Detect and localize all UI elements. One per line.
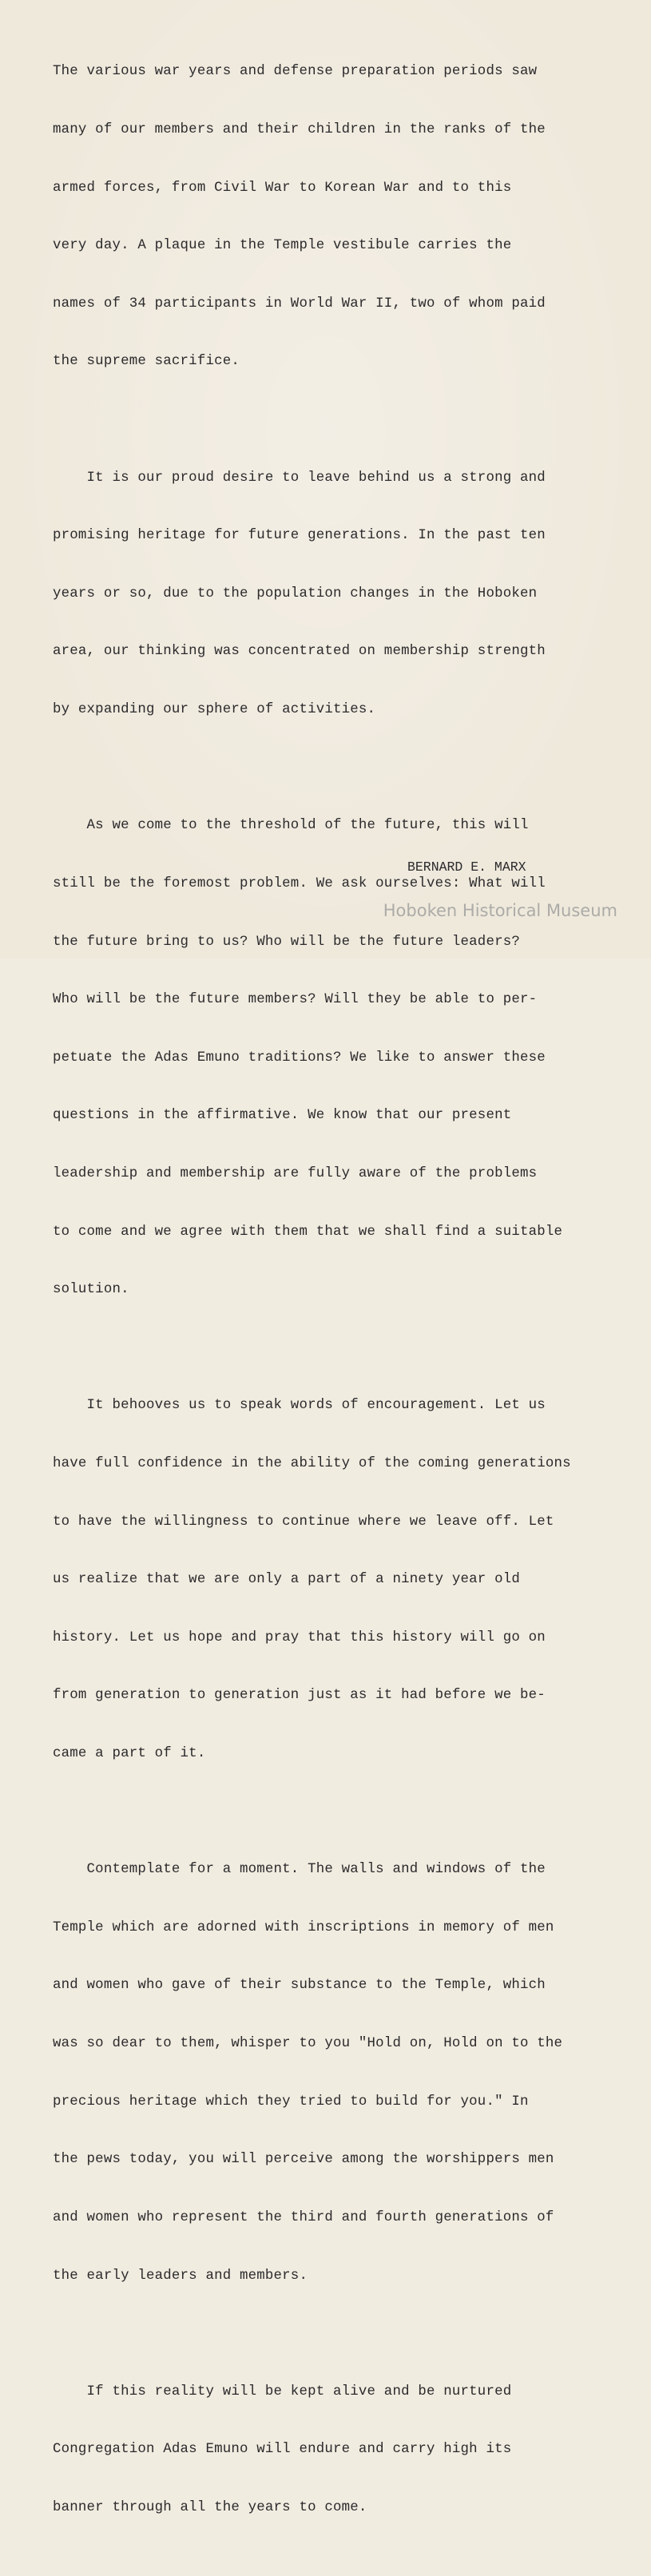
text-line: Congregation Adas Emuno will endure and carry high its bbox=[53, 2442, 512, 2458]
text-line: solution. bbox=[53, 1282, 129, 1298]
text-line: armed forces, from Civil War to Korean War and to this bbox=[53, 180, 512, 196]
signature: BERNARD E. MARX bbox=[407, 859, 526, 875]
text-line: and women who gave of their substance to the Temple, which bbox=[53, 1978, 546, 1994]
text-line: by expanding our sphere of activities. bbox=[53, 702, 376, 718]
text-line: Contemplate for a moment. The walls and windows of the bbox=[53, 1862, 546, 1878]
text-line: history. Let us hope and pray that this history will go on bbox=[53, 1629, 546, 1645]
text-line: petuate the Adas Emuno traditions? We like to answer these bbox=[53, 1050, 546, 1066]
text-line: As we come to the threshold of the future, this will bbox=[53, 818, 529, 834]
text-line: leadership and membership are fully aware of the problems bbox=[53, 1165, 538, 1181]
text-line: If this reality will be kept alive and be nurtured bbox=[53, 2383, 512, 2399]
paragraph-1 bbox=[53, 24, 636, 411]
text-line: to have the willingness to continue where we leave off. Let bbox=[53, 1514, 554, 1530]
paragraph-5 bbox=[53, 1822, 636, 2324]
text-line: was so dear to them, whisper to you "Hold on, Hold on to the bbox=[53, 2036, 563, 2052]
text-line: the pews today, you will perceive among the worshippers men bbox=[53, 2152, 554, 2168]
text-line: still be the foremost problem. We ask ourselves: What will bbox=[53, 875, 546, 891]
text-line: names of 34 participants in World War II, two of whom paid bbox=[53, 296, 546, 312]
body-text bbox=[53, 24, 636, 2576]
text-line: promising heritage for future generations. In the past ten bbox=[53, 528, 546, 544]
text-line: very day. A plaque in the Temple vestibule carries the bbox=[53, 238, 512, 254]
text-line: us realize that we are only a part of a ninety year old bbox=[53, 1572, 520, 1588]
text-line: It behooves us to speak words of encouragement. Let us bbox=[53, 1398, 546, 1414]
text-line: the supreme sacrifice. bbox=[53, 354, 240, 370]
text-line: many of our members and their children in the ranks of the bbox=[53, 122, 546, 138]
text-line: from generation to generation just as it had before we be- bbox=[53, 1688, 546, 1704]
text-line: precious heritage which they tried to build for you." In bbox=[53, 2094, 529, 2110]
text-line: the early leaders and members. bbox=[53, 2268, 308, 2284]
text-line: Who will be the future members? Will they be able to per- bbox=[53, 992, 538, 1008]
text-line: to come and we agree with them that we shall find a suitable bbox=[53, 1224, 563, 1240]
text-line: came a part of it. bbox=[53, 1746, 206, 1762]
text-line: have full confidence in the ability of the coming generations bbox=[53, 1455, 571, 1471]
text-line: area, our thinking was concentrated on membership strength bbox=[53, 644, 546, 660]
text-line: It is our proud desire to leave behind us a strong and bbox=[53, 470, 546, 486]
text-line: questions in the affirmative. We know that our present bbox=[53, 1108, 512, 1124]
text-line: the future bring to us? Who will be the future leaders? bbox=[53, 934, 520, 950]
text-line: Temple which are adorned with inscriptions in memory of men bbox=[53, 1919, 554, 1935]
paragraph-2 bbox=[53, 430, 636, 758]
museum-watermark: Hoboken Historical Museum bbox=[383, 901, 617, 920]
text-line: and women who represent the third and fourth generations of bbox=[53, 2209, 554, 2225]
paragraph-6 bbox=[53, 2344, 636, 2556]
text-line: banner through all the years to come. bbox=[53, 2499, 367, 2515]
text-line: years or so, due to the population changes in the Hoboken bbox=[53, 585, 538, 601]
text-line: The various war years and defense preparation periods saw bbox=[53, 64, 538, 80]
paragraph-3 bbox=[53, 778, 636, 1339]
paragraph-4 bbox=[53, 1358, 636, 1803]
